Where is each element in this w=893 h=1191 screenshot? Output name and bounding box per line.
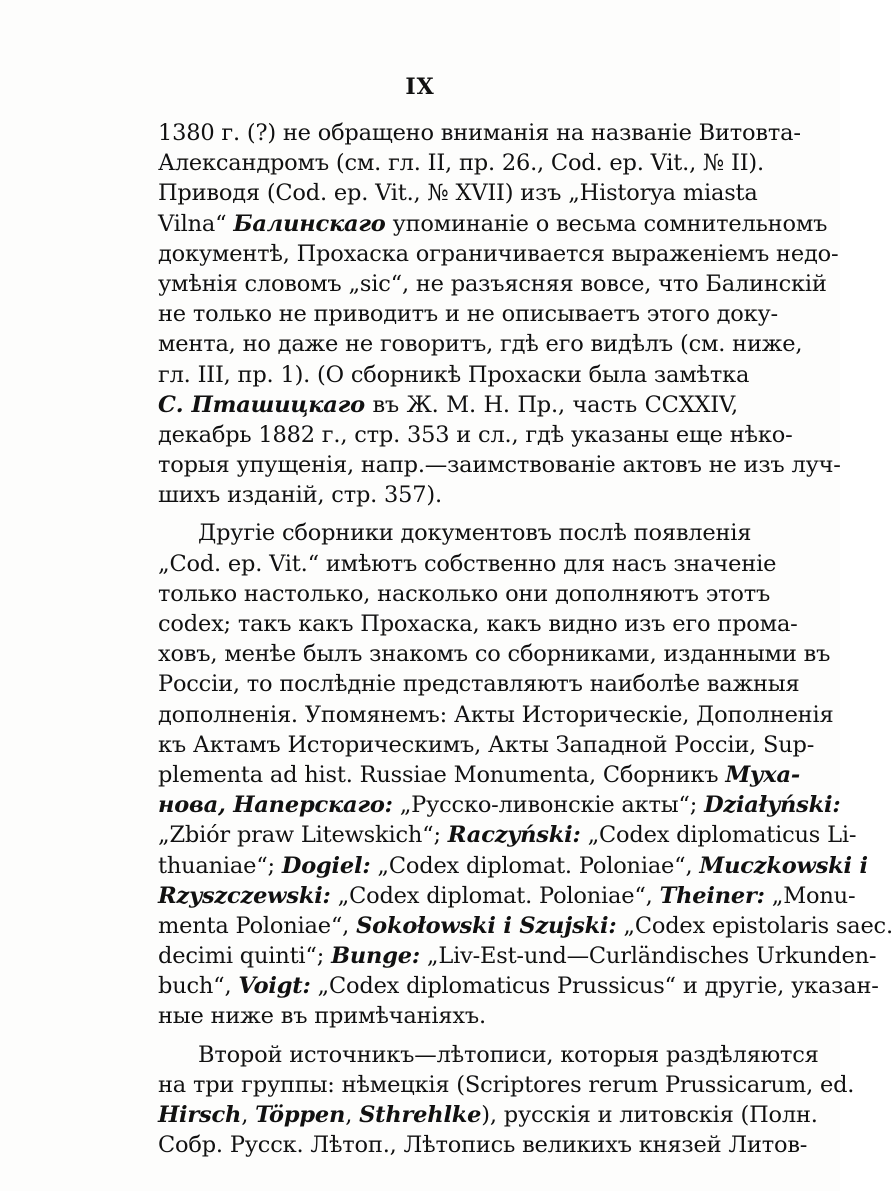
text-line: [158, 820, 857, 850]
text-segment: документѣ, Прохаска ограничивается выраженіемъ недо-: [158, 240, 839, 267]
text-line: [158, 971, 879, 1001]
italic-author-name: Hirsch: [158, 1102, 242, 1128]
text-segment: „Codex epistolaris saec.: [616, 912, 893, 939]
text-segment: decimi quinti“;: [158, 943, 332, 970]
text-segment: „Zbiór praw Litewskich“;: [158, 822, 448, 849]
text-line: [158, 669, 800, 699]
text-segment: торыя упущенія, напр.—заимствованіе актовъ не изъ луч-: [158, 452, 841, 479]
paragraph: [158, 1040, 855, 1161]
text-line: [158, 360, 750, 390]
text-segment: Собр. Русск. Лѣтоп., Лѣтопись великихъ князей Литов-: [158, 1132, 808, 1159]
text-segment: „Codex diplomaticus Li-: [580, 822, 857, 849]
text-line: [158, 1130, 808, 1160]
text-segment: гл. III, пр. 1). (О сборникѣ Прохаски была замѣтка: [158, 361, 750, 388]
text-segment: не только не приводитъ и не описываетъ этого доку-: [158, 301, 778, 328]
text-segment: buch“,: [158, 973, 239, 1000]
italic-author-name: Działyński:: [704, 792, 841, 819]
text-line: [158, 480, 738, 510]
text-line: [158, 269, 827, 299]
text-line: [158, 730, 815, 760]
italic-author-name: Muczkowski i: [699, 852, 868, 879]
text-segment: 1380 г. (?) не обращено вниманія на названіе Витовта-: [158, 120, 801, 146]
text-line: [158, 299, 778, 329]
text-line: [158, 911, 893, 941]
text-segment: только настолько, насколько они дополняютъ этотъ: [158, 580, 771, 607]
text-line: [158, 851, 868, 881]
text-line: [158, 639, 831, 669]
text-line: [158, 790, 841, 820]
text-line: [158, 1100, 818, 1130]
text-line: [158, 420, 793, 450]
text-segment: на три группы: нѣмецкія (Scriptores rerum Prussicarum, ed.: [158, 1071, 855, 1098]
text-segment: „Codex diplomat. Poloniae“,: [370, 852, 700, 879]
text-segment: мента, но даже не говоритъ, гдѣ его видѣлъ (см. ниже,: [158, 331, 803, 358]
text-segment: ховъ, менѣе былъ знакомъ со сборниками, изданными въ: [158, 641, 831, 668]
text-segment: ,: [241, 1102, 256, 1128]
paragraph-gap: [158, 510, 738, 518]
text-line: [158, 1001, 738, 1031]
text-segment: plementa ad hist. Russiae Monumenta, Сборникъ: [158, 761, 726, 788]
text-segment: codex; такъ какъ Прохаска, какъ видно изъ его прома-: [158, 611, 798, 637]
paragraph: [158, 518, 893, 1031]
text-segment: „Monu-: [764, 882, 856, 909]
text-line: [158, 209, 828, 239]
text-segment: ), русскія и литовскія (Полн.: [481, 1102, 818, 1128]
text-line: [158, 549, 777, 579]
text-line: [158, 881, 856, 911]
text-segment: Второй источникъ—лѣтописи, которыя раздѣляются: [198, 1041, 819, 1068]
text-segment: „Cod. ep. Vit.“ имѣютъ собственно для насъ значеніе: [158, 550, 777, 577]
text-segment: дополненія. Упомянемъ: Акты Историческіе, Дополненія: [158, 701, 834, 728]
italic-author-name: Sokołowski i Szujski:: [356, 912, 617, 939]
italic-author-name: Sthrehlke: [359, 1102, 482, 1128]
text-line: [158, 518, 752, 548]
body-text: [158, 118, 893, 1160]
paragraph: [158, 118, 841, 510]
text-segment: „Liv-Est-und—Curländisches Urkunden-: [419, 943, 877, 970]
text-line: [158, 760, 801, 790]
text-line: [158, 239, 839, 269]
text-segment: menta Poloniae“,: [158, 912, 357, 939]
text-segment: ,: [345, 1102, 360, 1128]
text-segment: Приводя (Cod. ep. Vit., № XVII) изъ „Historya miasta: [158, 180, 758, 207]
italic-author-name: Rzyszczewski:: [158, 882, 331, 909]
text-segment: декабрь 1882 г., стр. 353 и сл., гдѣ указаны еще нѣко-: [158, 421, 793, 448]
italic-author-name: Raczyński:: [447, 822, 581, 849]
text-line: [158, 700, 834, 730]
text-segment: Александромъ (см. гл. II, пр. 26., Cod. ep. Vit., № II).: [158, 150, 764, 177]
text-segment: Россіи, то послѣдніе представляютъ наиболѣе важныя: [158, 671, 800, 698]
text-line: [158, 1040, 819, 1070]
text-line: [158, 941, 877, 971]
text-line: [158, 390, 738, 420]
italic-author-name: Муха-: [725, 761, 801, 788]
text-line: [158, 148, 764, 178]
text-line: [158, 609, 798, 639]
text-segment: упоминаніе о весьма сомнительномъ: [385, 210, 828, 237]
italic-author-name: Voigt:: [238, 973, 311, 1000]
text-segment: Другіе сборники документовъ послѣ появленія: [198, 520, 752, 547]
text-line: [158, 178, 758, 208]
text-segment: „Codex diplomat. Poloniae“,: [330, 882, 660, 909]
italic-author-name: С. Пташицкаго: [158, 391, 365, 418]
text-line: [158, 450, 841, 480]
text-segment: „Русско-ливонскіе акты“;: [392, 792, 705, 819]
italic-author-name: Балинскаго: [233, 210, 386, 237]
page-number: IX: [405, 74, 435, 100]
italic-author-name: Bunge:: [331, 943, 420, 970]
text-line: [158, 329, 803, 359]
text-segment: въ Ж. М. Н. Пр., часть CCXXIV,: [364, 391, 739, 418]
text-segment: Vilna“: [158, 210, 234, 237]
text-line: [158, 1070, 855, 1100]
italic-author-name: Töppen: [255, 1102, 346, 1128]
italic-author-name: нова, Наперскаго:: [158, 792, 393, 819]
text-line: [158, 579, 771, 609]
text-segment: умѣнія словомъ „sic“, не разъясняя вовсе, что Балинскій: [158, 270, 827, 297]
paragraph-gap: [158, 1032, 738, 1040]
text-segment: „Codex diplomaticus Prussicus“ и другіе, указан-: [310, 973, 879, 1000]
text-segment: шихъ изданій, стр. 357).: [158, 482, 442, 509]
italic-author-name: Dogiel:: [281, 852, 371, 879]
text-line: [158, 118, 801, 148]
italic-author-name: Theiner:: [659, 882, 765, 909]
text-segment: ные ниже въ примѣчаніяхъ.: [158, 1003, 486, 1030]
text-segment: thuaniae“;: [158, 852, 282, 879]
text-segment: къ Актамъ Историческимъ, Акты Западной Россіи, Sup-: [158, 731, 815, 758]
